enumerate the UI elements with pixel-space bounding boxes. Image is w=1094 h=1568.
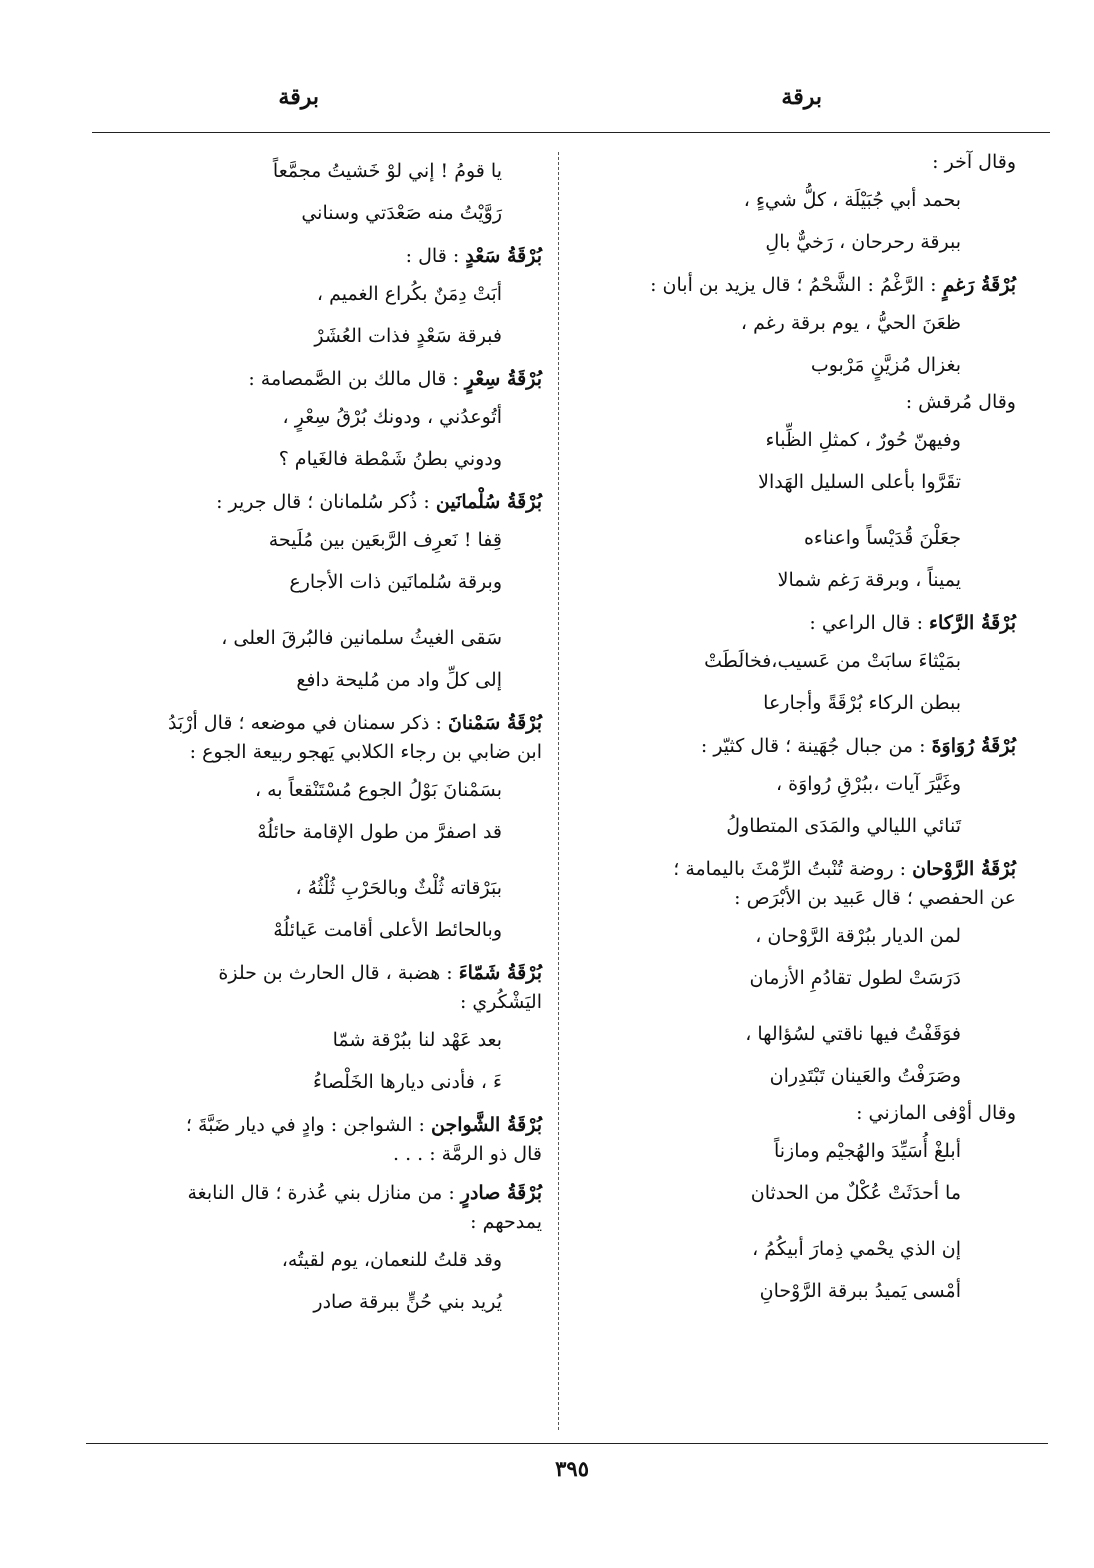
entry-text: : ذكر سمنان في موضعه ؛ قال أرْبَدُ [168,712,448,734]
headword: بُرْقَةُ الرَّوْحان [912,858,1016,880]
verse-second-hemistich: وصَرَفْتُ والعَينان تَبْتَدِران [769,1065,961,1087]
verse-second-hemistich: فبرقة سَعْدٍ فذات العُشَرْ [314,325,502,347]
verse-first-hemistich: أبَتْ دِمَنٌ بكُراع الغميم ، [316,283,502,305]
headword: بُرْقَةُ شَمّاءَ [458,962,542,984]
text-line: وقال مُرقش : [905,391,1016,413]
running-header-left: برقة [278,84,319,110]
verse-first-hemistich: وقد قلتُ للنعمان، يوم لقيتُه، [281,1249,502,1271]
headword: بُرْقَةُ سِعْرٍ [464,368,542,390]
headword: بُرْقَةُ سَمْنانَ [447,712,542,734]
stanza-gap [87,605,542,615]
verse-second-hemistich: ما أحدَثَتْ عُكْلٌ من الحدثان [750,1182,961,1204]
verse-second-hemistich: أمْسى يَميدُ ببرقة الرَّوْحانِ [759,1280,961,1302]
top-rule [92,132,1050,133]
verse-second-hemistich: إلى كلِّ واد من مُليحة دافع [296,669,502,691]
entry-paragraph [556,609,1016,638]
text-line: ابن ضابي بن رجاء الكلابي يَهجو ربيعة الجوع : [189,741,542,763]
verse-first-hemistich: قِفا ! نَعرِف الرَّبعَين بين مُلَيحة [268,529,502,551]
verse-second-hemistich: ببرقة رحرحان ، رَخيٌّ بالِ [765,231,961,253]
verse-second-hemistich: ءَ ، فأدنى ديارها الخَلْصاءُ [312,1071,502,1093]
headword: بُرْقَةُ رَغمٍ [942,274,1016,296]
entry-paragraph [87,1111,542,1140]
stanza-gap [556,505,1016,515]
verse-second-hemistich: ببطن الركاء بُرْقَةً وأجارعا [763,692,961,714]
headword: بُرْقَةُ صادرٍ [460,1182,542,1204]
headword: بُرْقَةُ سَعْدٍ [465,245,542,267]
left-column [87,148,542,1325]
entry-paragraph [556,271,1016,300]
verse-first-hemistich: وغَيَّرَ آيات ،ببُرْقِ رُواوَة ، [776,773,961,795]
verse-second-hemistich: بغزال مُزيَّنٍ مَرْبوب [810,354,961,376]
entry-text: : من منازل بني عُذرة ؛ قال النابغة [187,1182,461,1204]
entry-paragraph [87,1179,542,1208]
verse-first-hemistich: ظعَنَ الحيُّ ، يوم برقة رغم ، [740,312,961,334]
text-line: قال ذو الرمَّة : . . . [393,1143,542,1165]
entry-paragraph [556,855,1016,884]
verse-first-hemistich: إن الذي يحْمي ذِمارَ أبيكُمُ ، [752,1238,961,1260]
verse-second-hemistich: قد اصفرَّ من طول الإقامة حائلُهْ [257,821,502,843]
verse-first-hemistich: بعد عَهْد لنا ببُرْقة شمّا [332,1029,502,1051]
verse-first-hemistich: جعَلْنَ قُدَيْساً واعناءه [803,527,961,549]
right-column [556,148,1016,1314]
entry-paragraph [87,242,542,271]
verse-second-hemistich: دَرَسَتْ لطول تقادُمِ الأزمان [749,967,961,989]
verse-second-hemistich: ودوني بطنُ شَمْطة فالغَيام ؟ [278,448,502,470]
entry-text: : ذُكر سُلمانان ؛ قال جرير : [216,491,436,513]
verse-first-hemistich: فوَقَفْتُ فيها ناقتي لسُؤالها ، [745,1023,961,1045]
verse-first-hemistich: ببَرْقاته ثُلْثٌ وبالحَرْبِ ثُلْثُهُ ، [295,877,502,899]
text-line: اليَشْكُري : [459,991,542,1013]
page-number: ٣٩٥ [555,1456,589,1481]
headword: بُرْقَةُ الرَّكاء [929,612,1016,634]
entry-text: : قال : [405,245,466,267]
text-line: وقال آخر : [932,151,1016,173]
entry-paragraph [87,488,542,517]
verse-second-hemistich: تقَرَّوا بأعلى السليل الهَدالا [758,471,961,493]
verse-first-hemistich: بحمد أبي جُبَيْلَة ، كلُّ شيءٍ ، [743,189,961,211]
headword: بُرْقَةُ سُلْمانَين [435,491,542,513]
text-line: يمدحهم : [470,1211,542,1233]
verse-second-hemistich: يميناً ، وبرقة رَغم شمالا [777,569,961,591]
verse-second-hemistich: يُريد بني حُنٍّ ببرقة صادر [313,1291,502,1313]
bottom-rule [86,1443,1048,1444]
entry-paragraph [87,365,542,394]
verse-first-hemistich: بسَمْنانَ بَوْلُ الجوع مُسْتَنْقعاً به ، [254,779,502,801]
verse-second-hemistich: وبالحائط الأعلى أقامت عَيائلُهْ [273,919,502,941]
verse-first-hemistich: بمَيْثاءَ سابَتْ من عَسيب،فخالَطَتْ [704,650,961,672]
headword: بُرْقَةُ الشَّواجن [431,1114,542,1136]
verse-second-hemistich: رَوَّيْتُ منه صَعْدَتي وسناني [301,202,502,224]
entry-text: : هضبة ، قال الحارث بن حلزة [218,962,459,984]
verse-first-hemistich: لمن الديار ببُرْقة الرَّوْحان ، [755,925,961,947]
verse-first-hemistich: أبلغْ أُسَيِّدَ والهُجيْم ومازناً [773,1140,961,1162]
entry-text: : الرَّغْمُ : الشَّحْمُ ؛ قال يزيد بن أبان : [650,274,943,296]
entry-text: : من جبال جُهَينة ؛ قال كثيّر : [700,735,932,757]
stanza-gap [87,855,542,865]
verse-first-hemistich: يا قومُ ! إني لوْ خَشيتُ مجمَّعاً [272,160,502,182]
verse-first-hemistich: سَقى الغيثُ سلمانين فالبُرقَ العلى ، [221,627,502,649]
headword: بُرْقَةُ رُوَاوَةَ [931,735,1016,757]
verse-first-hemistich: وفيهنّ حُورٌ ، كمثلِ الظِّباء [765,429,961,451]
entry-text: : روضة تُنْبتُ الرِّمْثَ باليمامة ؛ [673,858,913,880]
text-line: عن الحفصي ؛ قال عَبيد بن الأبْرَص : [734,887,1016,909]
running-header-right: برقة [781,84,822,110]
entry-paragraph [87,959,542,988]
verse-second-hemistich: وبرقة سُلمانَين ذات الأجارع [289,571,502,593]
entry-text: : قال مالك بن الصَّمصامة : [248,368,465,390]
entry-paragraph [556,732,1016,761]
entry-paragraph [87,709,542,738]
text-line: وقال أوْفى المازني : [856,1102,1016,1124]
stanza-gap [556,1001,1016,1011]
stanza-gap [556,1216,1016,1226]
entry-text: : قال الراعي : [809,612,930,634]
entry-text: : الشواجن : وادٍ في ديار ضَبَّةَ ؛ [185,1114,432,1136]
verse-second-hemistich: تَنائي الليالي والمَدَى المتطاولُ [726,815,961,837]
verse-first-hemistich: أتُوعدُني ، ودونك بُرْقُ سِعْرٍ ، [282,406,502,428]
